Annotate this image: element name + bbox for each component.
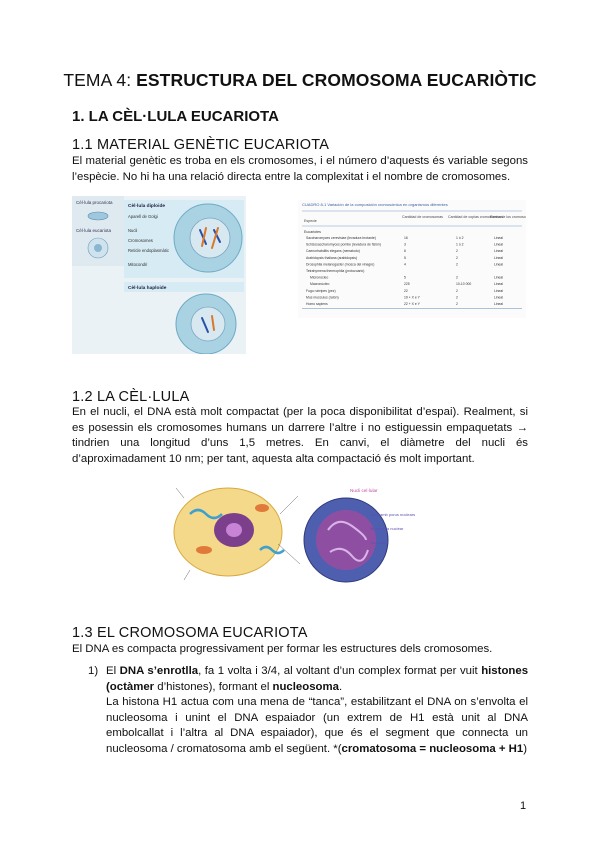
table-cell: 2 xyxy=(456,275,458,280)
table-cell: Lineal xyxy=(494,249,504,254)
cell-nucleus-figure xyxy=(170,474,434,588)
table-rows xyxy=(302,236,522,309)
li1-text-4: . xyxy=(338,680,343,693)
table-cell: 5 xyxy=(404,255,406,260)
table-cell: 2 xyxy=(456,255,458,260)
table-header-shape: Forma de los cromoso xyxy=(490,215,526,219)
table-cell: Tetrahymena thermophila (protozoario) xyxy=(306,269,365,273)
table-cell: Lineal xyxy=(494,282,504,287)
list-item-1 xyxy=(88,664,528,757)
title-main: ESTRUCTURA DEL CROMOSOMA EUCARIÒTIC xyxy=(136,70,537,90)
section-1-heading: 1. LA CÈL·LULA EUCARIOTA xyxy=(72,108,279,125)
table-cell: 2 xyxy=(456,288,458,293)
diploid-label-mito: Mitocondri xyxy=(128,262,148,267)
table-cell: 22 xyxy=(404,288,408,293)
list-item-1-number: 1) xyxy=(88,665,99,677)
li1-bold-1: DNA s’enrotlla xyxy=(119,665,199,677)
table-cell: 19 + X e Y xyxy=(404,295,420,300)
eukaryote-nucleus xyxy=(94,244,102,252)
table-cell: 10-10 000 xyxy=(456,282,472,287)
table-cell: Caenorhabditis elegans (nematodo) xyxy=(306,249,360,254)
table-cell: Fugu rubripes (pez) xyxy=(306,288,336,293)
diploid-label-chromosomes: Cromosomes xyxy=(128,238,153,243)
section-1-2-paragraph: En el nucli, el DNA està molt compactat (per la poca disponibilitat d’espai). Realment, si es posessin els cromosomes humans un darrere l’altre i no estiguessin empaquetats → tindrien una longitud d’uns 1,5 metres. En canvi, el diàmetre del nucli és d’aproximadament 10 nm; per tant, aquesta alta compactació és molt important. xyxy=(72,406,528,465)
table-cell: 3 xyxy=(404,242,406,247)
table-cell: 16 xyxy=(404,236,408,240)
table-cell: Lineal xyxy=(494,242,504,247)
section-1-3-paragraph: El DNA es compacta progressivament per formar les estructures dels cromosomes. xyxy=(72,643,493,655)
table-cell: 2 xyxy=(456,262,458,267)
table-cell: 4 xyxy=(404,262,406,267)
table-cell: Macronúcleo xyxy=(310,282,330,287)
li1-text-3: d’histones), formant el xyxy=(154,680,273,693)
diploid-nucleus xyxy=(190,218,230,258)
nucleus-figure-title: Nucli cel·lular xyxy=(350,488,378,493)
table-cell: Saccharomyces cerevisiae (levadura brotante) xyxy=(306,236,376,240)
table-cell: 6 xyxy=(404,249,406,254)
table-cell: Lineal xyxy=(494,275,504,280)
diploid-label-golgi: Aparell de Golgi xyxy=(128,214,158,219)
table-cell: 2 xyxy=(456,302,458,306)
table-caption: CUADRO 8-1 Variación de la composición cromosómica en organismos diferentes xyxy=(302,202,448,207)
nucleus-label-chromatin: Cromatina xyxy=(370,540,389,545)
nucleus-label-pores: Nucli amb porus nuclears xyxy=(370,512,416,517)
table-cell: 1 ó 2 xyxy=(456,242,464,247)
table-cell: Arabidopsis thaliana (arabidopsis) xyxy=(306,255,358,260)
table-cell: Mus musculus (ratón) xyxy=(306,295,339,300)
section-1-2-heading: 1.2 LA CÈL·LULA xyxy=(72,389,190,405)
diploid-title: Cèl·lula diploide xyxy=(128,204,166,209)
eukaryote-label: Cèl·lula eucariota xyxy=(76,228,112,233)
table-cell: Lineal xyxy=(494,236,504,240)
table-cell: 22 + X e Y xyxy=(404,302,420,306)
li1-text-6: ) xyxy=(523,742,528,755)
table-cell: Lineal xyxy=(494,302,504,306)
section-1-1-heading: 1.1 MATERIAL GENÈTIC EUCARIOTA xyxy=(72,137,330,153)
table-cell: 2 xyxy=(456,249,458,254)
table-cell: Lineal xyxy=(494,295,504,300)
document-title xyxy=(0,70,600,91)
table-cell: Lineal xyxy=(494,262,504,267)
table-header-species: Especie xyxy=(304,219,317,223)
table-cell: Lineal xyxy=(494,288,504,293)
prokaryote-cell xyxy=(88,212,108,220)
table-cell: Micronúcleo xyxy=(310,275,329,280)
table-cell: Homo sapiens xyxy=(306,302,328,306)
table-cell: 225 xyxy=(404,282,410,287)
nucleus-label-membrane: Membrana nuclear xyxy=(370,526,404,531)
section-1-3-heading: 1.3 EL CROMOSOMA EUCARIOTA xyxy=(72,625,308,641)
list-item-1-body xyxy=(106,664,528,757)
cell-division-figure xyxy=(72,196,246,354)
title-prefix: TEMA 4: xyxy=(63,70,137,90)
table-group-label: Eucariotes xyxy=(304,230,321,234)
table-cell: 1 ó 2 xyxy=(456,236,464,240)
li1-bold-3: nucleosoma xyxy=(272,680,339,693)
table-header-count: Cantidad de cromosomas xyxy=(402,215,443,219)
li1-bold-4: cromatosoma = nucleosoma + H1 xyxy=(341,742,524,755)
li1-text-2: , fa 1 volta i 3/4, al voltant d’un complex format per vuit xyxy=(198,665,482,677)
li1-text-5: La histona H1 actua com una mena de “tanca”, estabilitzant el DNA on s’envolta el nucleosoma i unint el DNA espaiador (un extrem de H1 està unit al DNA embolcallat i l’altra al DNA espaiador), que és el segment que connecta un nucleosoma / cromatosoma amb el següent. *( xyxy=(106,696,528,755)
chromosome-table-figure xyxy=(298,200,526,318)
haploid-nucleus xyxy=(191,307,225,341)
page-number: 1 xyxy=(520,800,527,812)
table-header-copies: Cantidad de copias cromosómicas xyxy=(448,215,503,219)
chromosome-table xyxy=(298,209,526,317)
table-cell: Schizosaccharomyces pombe (levadura de fisión) xyxy=(306,242,381,247)
diploid-label-er: Reticle endoplasmàtic xyxy=(128,248,169,253)
table-cell: Lineal xyxy=(494,255,504,260)
prokaryote-label: Cèl·lula procariota xyxy=(76,200,113,205)
table-cell: 5 xyxy=(404,275,406,280)
table-cell: Drosophila melanogaster (mosca del vinagre) xyxy=(306,262,375,267)
table-cell: 2 xyxy=(456,295,458,300)
haploid-title: Cèl·lula haploide xyxy=(128,286,167,291)
diploid-label-nucleus: Nucli xyxy=(128,228,138,233)
li1-bold-2: histones (octàmer xyxy=(106,665,529,693)
li1-text-1: El xyxy=(106,665,120,677)
section-1-1-paragraph: El material genètic es troba en els cromosomes, i el número d’aquests és variable segons l’espècie. No hi ha una relació directa entre la complexitat i el nombre de cromosomes. xyxy=(72,155,528,183)
